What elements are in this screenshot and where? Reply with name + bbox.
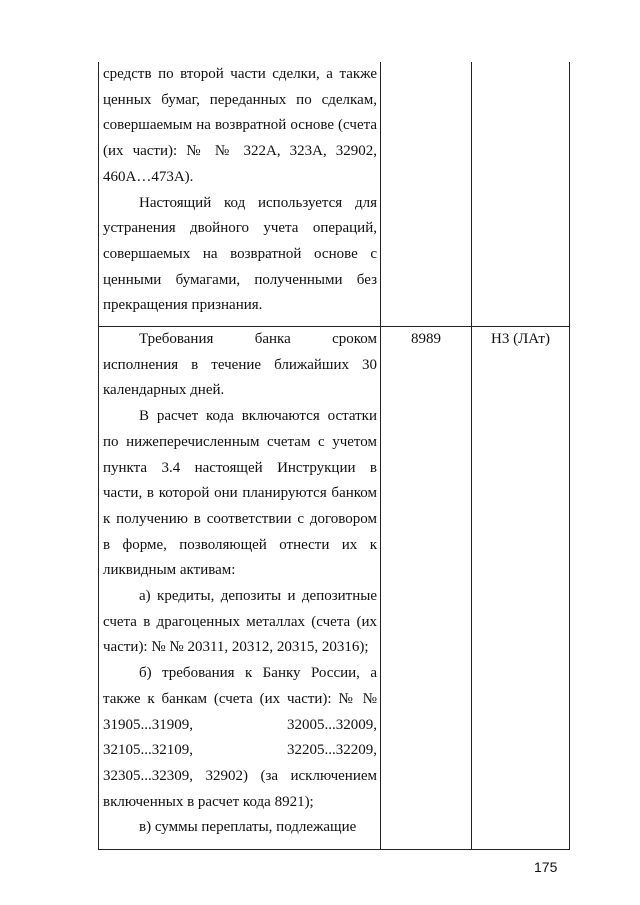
row1-paragraph-1: средств по второй части сделки, а также ценных бумаг, переданных по сделкам, совершаемым на возвратной основе (счета (их части): № № 322А, 323А, 32902, 460А…473А). [103, 66, 377, 185]
row2-code: 8989 [411, 331, 441, 347]
row2-paragraph-1: Требования банка сроком исполнения в течение ближайших 30 календарных дней. [103, 331, 377, 399]
row1-paragraph-2: Настоящий код используется для устранения двойного учета операций, совершаемых на возвратной основе с ценными бумагами, полученными без прекращения признания. [103, 194, 377, 314]
column-divider-2 [471, 62, 472, 850]
row2-paragraph-4: б) требования к Банку России, а также к банкам (счета (их части): № № 31905...31909, 32005...32009, 32105...32109, 32205...32209, 32305...32309, 32902) (за исключением включенных в расчет кода 8921); [103, 665, 377, 810]
table-border-right [569, 62, 570, 850]
row2-description [103, 327, 377, 841]
document-table [98, 62, 570, 850]
table-border-left [98, 62, 99, 850]
column-divider-1 [380, 62, 381, 850]
row2-indicator: Н3 (ЛАт) [491, 331, 550, 347]
row2-paragraph-5: в) суммы переплаты, подлежащие [139, 819, 357, 836]
row2-paragraph-2: В расчет кода включаются остатки по нижеперечисленным счетам с учетом пункта 3.4 настоящей Инструкции в части, в которой они планируются банком к получению в соответствии с договором в форме, позволяющей отнести их к ликвидным активам: [103, 408, 377, 579]
page-number: 175 [534, 859, 558, 875]
row2-paragraph-3: а) кредиты, депозиты и депозитные счета в драгоценных металлах (счета (их части): № № 20311, 20312, 20315, 20316); [103, 588, 377, 656]
table-border-bottom [98, 849, 570, 850]
row1-description [103, 62, 377, 319]
